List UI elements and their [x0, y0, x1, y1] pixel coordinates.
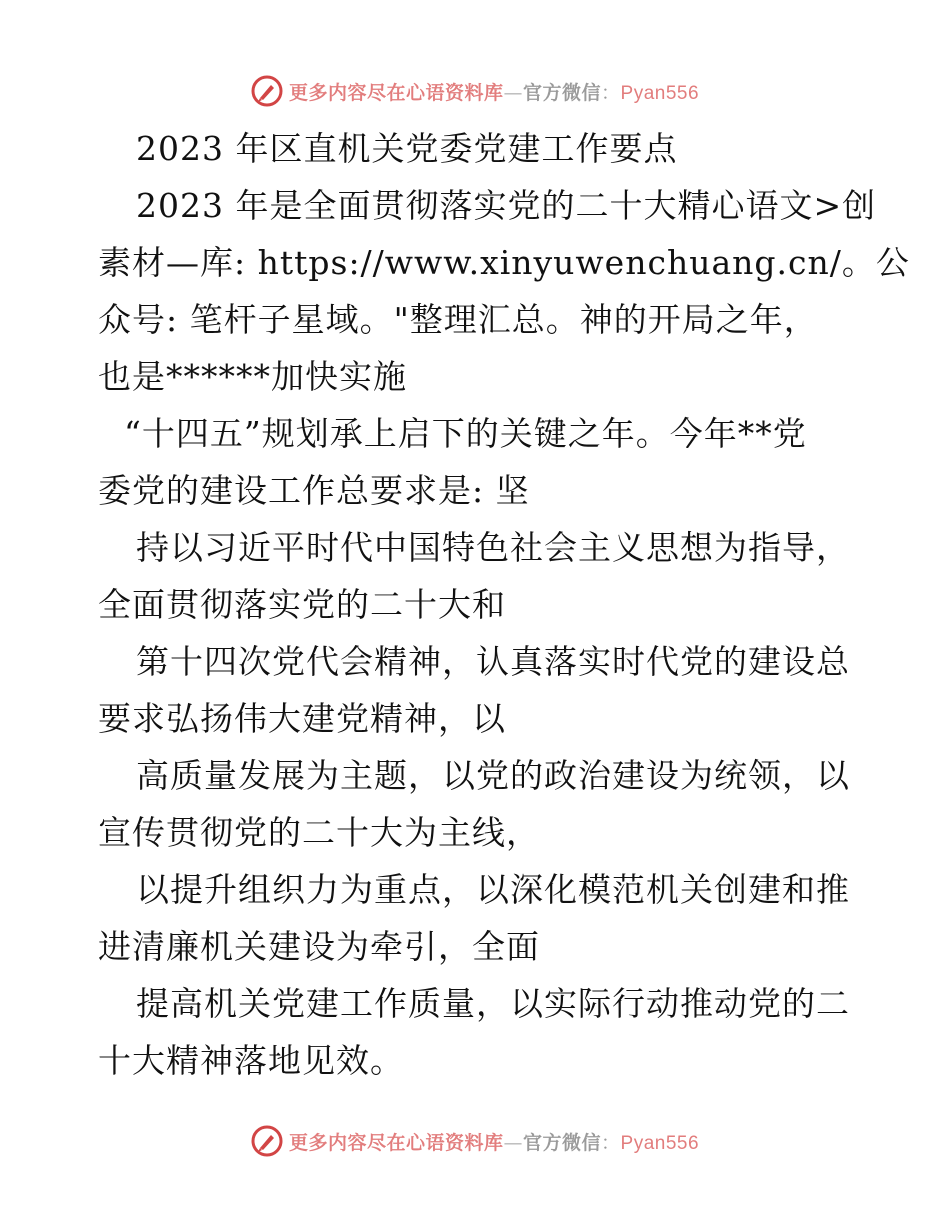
watermark-sub: 官方微信	[522, 1131, 601, 1154]
watermark-colon: ：	[601, 81, 621, 104]
text-line: 全面贯彻落实党的二十大和	[98, 585, 506, 624]
pen-logo-icon	[251, 1125, 283, 1157]
text-line: 2023 年是全面贯彻落实党的二十大精心语文>创	[136, 186, 877, 225]
document-title: 2023 年区直机关党委党建工作要点	[136, 129, 678, 168]
watermark-id: Pyan556	[620, 1132, 700, 1154]
text-line: 以提升组织力为重点，以深化模范机关创建和推	[136, 870, 850, 909]
text-line: 宣传贯彻党的二十大为主线，	[98, 813, 540, 852]
text-line: 进清廉机关建设为牵引，全面	[98, 927, 540, 966]
watermark-text	[289, 78, 699, 105]
watermark-sub: 官方微信	[522, 81, 601, 104]
text-line: 委党的建设工作总要求是: 坚	[98, 471, 530, 510]
text-line: 第十四次党代会精神，认真落实时代党的建设总	[136, 642, 850, 681]
text-line: 素材—库: https://www.xinyuwenchuang.cn/。公	[98, 243, 910, 282]
watermark-footer	[0, 1121, 950, 1161]
text-line: 提高机关党建工作质量，以实际行动推动党的二	[136, 984, 850, 1023]
text-line: 众号: 笔杆子星域。"整理汇总。神的开局之年，	[98, 300, 818, 339]
watermark-dash: —	[503, 1131, 523, 1154]
text-line: 持以习近平时代中国特色社会主义思想为指导，	[136, 528, 850, 567]
text-line: 十大精神落地见效。	[98, 1041, 404, 1080]
text-line: 高质量发展为主题，以党的政治建设为统领，以	[136, 756, 850, 795]
watermark-text	[289, 1128, 699, 1155]
watermark-main: 更多内容尽在心语资料库	[288, 81, 504, 104]
text-line: “十四五”规划承上启下的关键之年。今年**党	[124, 414, 807, 453]
watermark-dash: —	[503, 81, 523, 104]
pen-logo-icon	[251, 75, 283, 107]
watermark-header	[0, 71, 950, 111]
text-line: 要求弘扬伟大建党精神，以	[98, 699, 506, 738]
document-body	[98, 120, 910, 1089]
watermark-colon: ：	[601, 1131, 621, 1154]
watermark-main: 更多内容尽在心语资料库	[288, 1131, 504, 1154]
watermark-id: Pyan556	[620, 82, 700, 104]
text-line: 也是******加快实施	[98, 357, 407, 396]
